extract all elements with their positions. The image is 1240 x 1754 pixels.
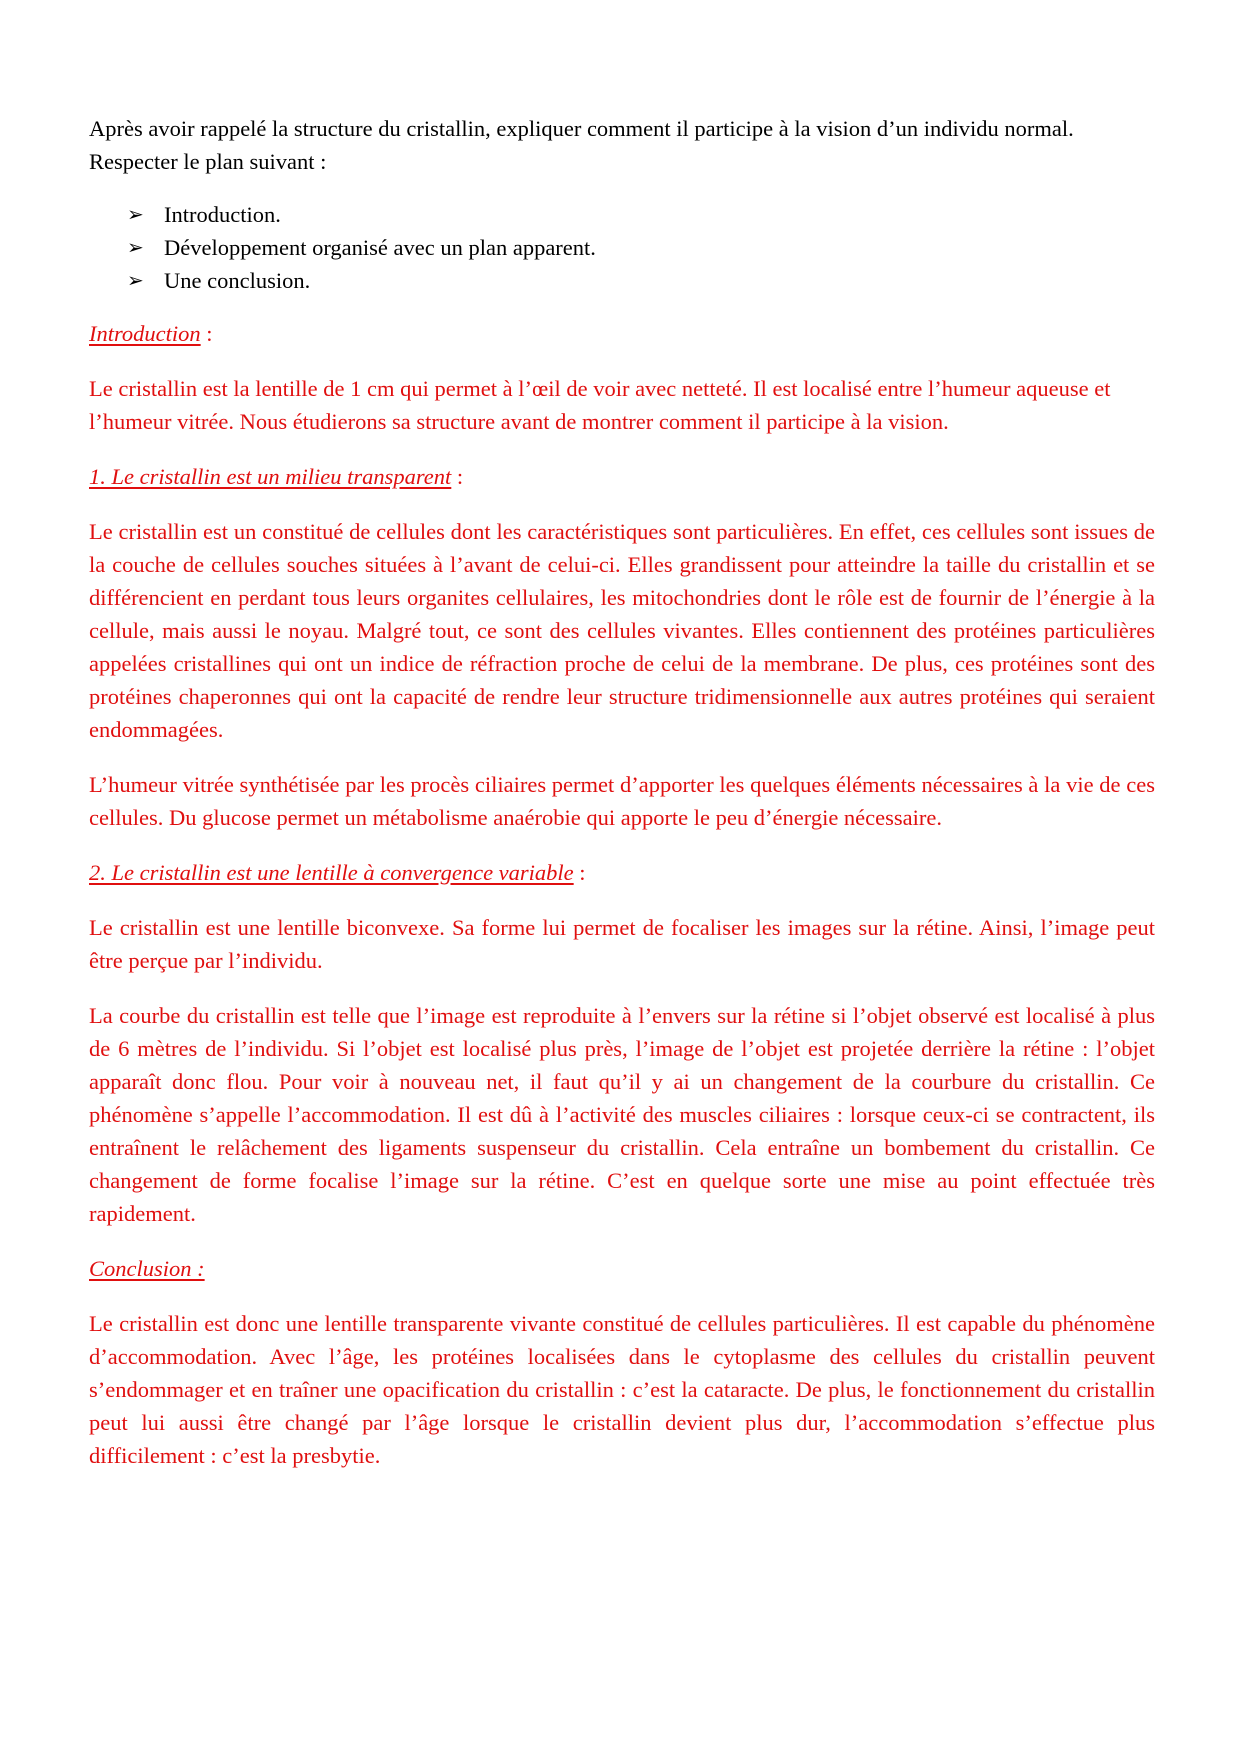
- list-item: [127, 264, 1155, 297]
- section2-heading-title: 2. Le cristallin est une lentille à convergence variable: [89, 860, 574, 885]
- section1-heading-suffix: :: [451, 464, 464, 489]
- plan-item-label: Introduction.: [164, 202, 281, 227]
- introduction-heading-title: Introduction: [89, 321, 201, 346]
- section2-paragraph-1: Le cristallin est une lentille biconvexe. Sa forme lui permet de focaliser les images sur la rétine. Ainsi, l’image peut être perçue par l’individu.: [89, 915, 1155, 973]
- section2-heading-suffix: :: [573, 860, 586, 885]
- plan-item-label: Développement organisé avec un plan apparent.: [164, 235, 596, 260]
- section1-paragraph-1: Le cristallin est un constitué de cellules dont les caractéristiques sont particulières. En effet, ces cellules sont issues de la couche de cellules souches situées à l’avant de celui-ci. Elles grandissent pour atteindre la taille du cristallin et se différencient en perdant tous leurs organites cellulaires, les mitochondries dont le rôle est de fournir de l’énergie à la cellule, mais aussi le noyau. Malgré tout, ce sont des cellules vivantes. Elles contiennent des protéines particulières appelées cristallines qui ont un indice de réfraction proche de celui de la membrane. De plus, ces protéines sont des protéines chaperonnes qui ont la capacité de rendre leur structure tridimensionnelle aux autres protéines qui seraient endommagées.: [89, 519, 1155, 742]
- section1-paragraph-2: L’humeur vitrée synthétisée par les procès ciliaires permet d’apporter les quelques éléments nécessaires à la vie de ces cellules. Du glucose permet un métabolisme anaérobie qui apporte le peu d’énergie nécessaire.: [89, 772, 1155, 830]
- section1-heading: [89, 460, 1155, 493]
- exercise-prompt: Après avoir rappelé la structure du cristallin, expliquer comment il participe à la vision d’un individu normal. Respecter le plan suivant :: [89, 116, 1074, 174]
- list-item: [127, 231, 1155, 264]
- section1-heading-title: 1. Le cristallin est un milieu transparent: [89, 464, 452, 489]
- arrow-bullet-icon: ➢: [127, 268, 144, 292]
- arrow-bullet-icon: ➢: [127, 235, 144, 259]
- section2-heading: [89, 856, 1155, 889]
- conclusion-heading: [89, 1252, 1155, 1285]
- conclusion-paragraph: Le cristallin est donc une lentille transparente vivante constitué de cellules particulières. Il est capable du phénomène d’accommodation. Avec l’âge, les protéines localisées dans le cytoplasme des cellules du cristallin peuvent s’endommager et en traîner une opacification du cristallin : c’est la cataracte. De plus, le fonctionnement du cristallin peut lui aussi être changé par l’âge lorsque le cristallin devient plus dur, l’accommodation s’effectue plus difficilement : c’est la presbytie.: [89, 1311, 1155, 1468]
- document-page: [89, 112, 1155, 1494]
- introduction-paragraph: Le cristallin est la lentille de 1 cm qui permet à l’œil de voir avec netteté. Il est localisé entre l’humeur aqueuse et l’humeur vitrée. Nous étudierons sa structure avant de montrer comment il participe à la vision.: [89, 376, 1111, 434]
- introduction-heading: [89, 317, 1155, 350]
- section2-paragraph-2: La courbe du cristallin est telle que l’image est reproduite à l’envers sur la rétine si l’objet observé est localisé à plus de 6 mètres de l’individu. Si l’objet est localisé plus près, l’image de l’objet est projetée derrière la rétine : l’objet apparaît donc flou. Pour voir à nouveau net, il faut qu’il y ai un changement de la courbure du cristallin. Ce phénomène s’appelle l’accommodation. Il est dû à l’activité des muscles ciliaires : lorsque ceux-ci se contractent, ils entraînent le relâchement des ligaments suspenseur du cristallin. Cela entraîne un bombement du cristallin. Ce changement de forme focalise l’image sur la rétine. C’est en quelque sorte une mise au point effectuée très rapidement.: [89, 1003, 1155, 1226]
- introduction-heading-suffix: :: [200, 321, 213, 346]
- arrow-bullet-icon: ➢: [127, 202, 144, 226]
- plan-item-label: Une conclusion.: [164, 268, 311, 293]
- list-item: [127, 198, 1155, 231]
- plan-list: [89, 198, 1155, 297]
- conclusion-heading-title: Conclusion :: [89, 1256, 205, 1281]
